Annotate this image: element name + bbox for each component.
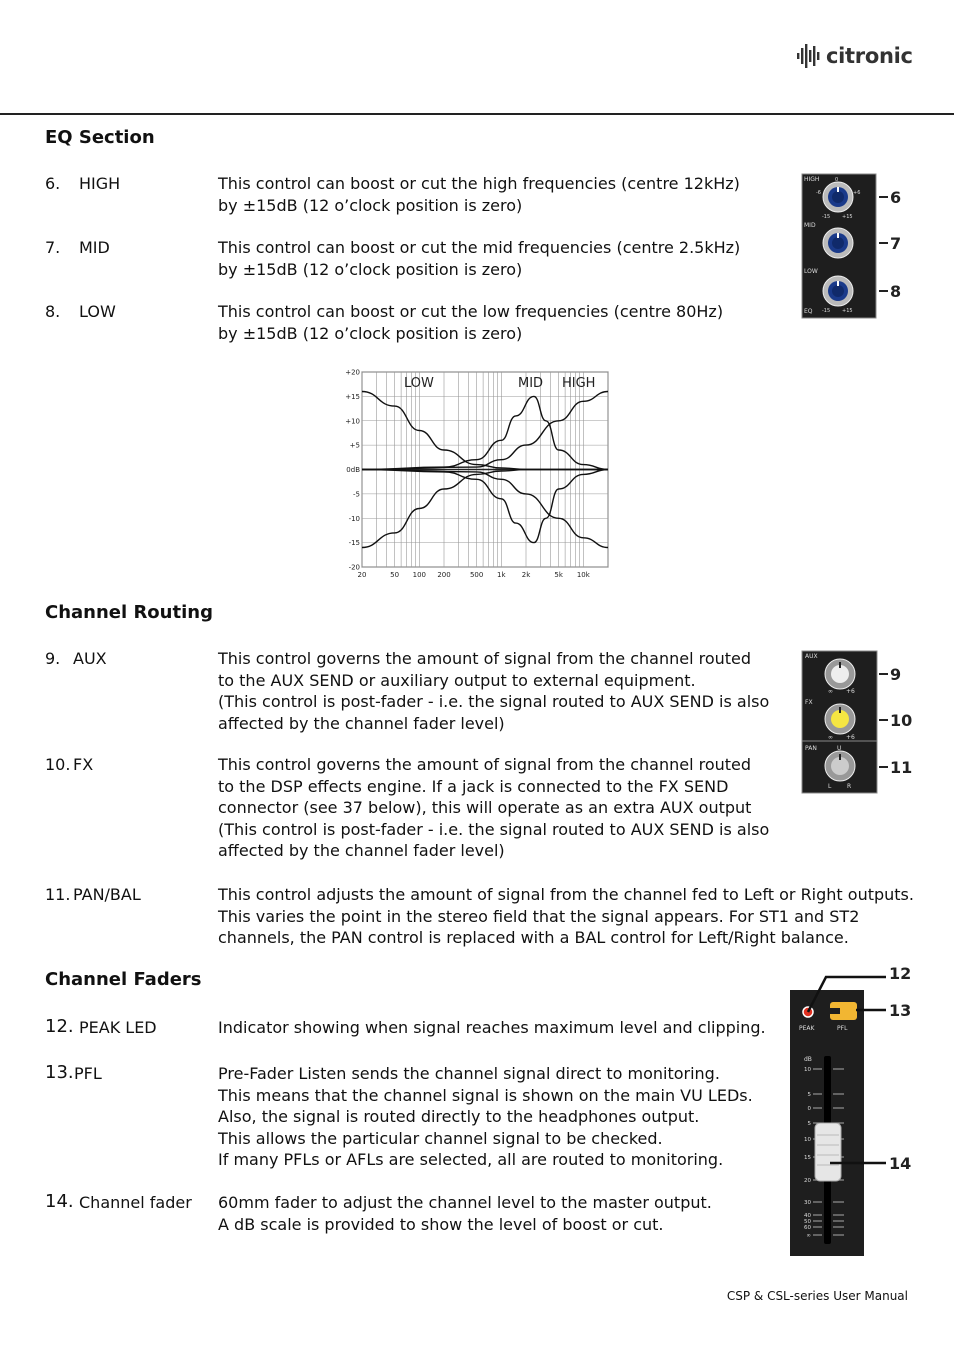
db-label: dB (804, 1056, 812, 1063)
fader-scale-label: 15 (804, 1155, 811, 1161)
fader-scale-label: 40 (804, 1213, 811, 1219)
item-description (218, 301, 723, 344)
desc-line: This control governs the amount of signal from the channel routed (218, 649, 752, 668)
item-label: AUX (73, 649, 107, 668)
item-label: MID (79, 238, 110, 257)
fader-scale-label: 0 (807, 1106, 811, 1112)
pfl-button-icon (830, 1002, 857, 1020)
x-tick-label: 2k (521, 571, 531, 579)
callout-8: 8 (890, 282, 902, 301)
desc-line: (This control is post-fader - i.e. the signal routed to AUX SEND is also (218, 819, 770, 839)
desc-line: 60mm fader to adjust the channel level to the master output. (218, 1193, 712, 1212)
x-tick-label: 50 (390, 571, 400, 579)
fader-scale-label: 60 (804, 1225, 811, 1231)
fader-scale-label: 10 (804, 1067, 811, 1073)
y-tick-label: -5 (353, 490, 360, 499)
callout-9: 9 (890, 665, 902, 684)
fader-scale-label: 20 (804, 1178, 811, 1184)
chart-x-ticks (358, 571, 591, 579)
y-tick-label: -20 (348, 563, 360, 572)
fader-panel-illustration (786, 960, 926, 1260)
desc-line: This control can boost or cut the high frequencies (centre 12kHz) (218, 174, 740, 193)
scale-u: U (837, 745, 842, 752)
band-label-mid: MID (518, 376, 544, 391)
callout-6: 6 (890, 188, 902, 207)
desc-line: This means that the channel signal is shown on the main VU LEDs. (218, 1085, 753, 1105)
desc-line: by ±15dB (12 o’clock position is zero) (218, 259, 523, 279)
scale-plus6: +6 (853, 190, 861, 196)
eq-response-chart (336, 366, 616, 581)
y-tick-label: -15 (348, 539, 360, 548)
item-number: 14. (45, 1191, 74, 1212)
header-rule (0, 113, 954, 115)
item-description (218, 173, 740, 216)
desc-line: channels, the PAN control is replaced with a BAL control for Left/Right balance. (218, 928, 849, 947)
desc-line: to the AUX SEND or auxiliary output to external equipment. (218, 670, 696, 690)
pfl-label: PFL (837, 1025, 848, 1032)
y-tick-label: +10 (345, 417, 360, 426)
item-number: 7. (45, 238, 61, 257)
item-number: 9. (45, 649, 61, 668)
fader-scale-label: 30 (804, 1200, 811, 1206)
x-tick-label: 5k (554, 571, 563, 579)
chart-y-ticks (345, 369, 360, 572)
fader-cap (815, 1123, 841, 1181)
panel-label-mid: MID (804, 222, 816, 229)
item-number: 10. (45, 755, 71, 774)
item-number: 6. (45, 174, 61, 193)
x-tick-label: 500 (469, 571, 484, 579)
x-tick-label: 200 (437, 571, 451, 579)
item-description (218, 1063, 753, 1171)
aux-knob (825, 659, 855, 689)
desc-line: Pre-Fader Listen sends the channel signal direct to monitoring. (218, 1064, 720, 1083)
brand-name: citronic (826, 44, 913, 68)
item-label: HIGH (79, 174, 121, 193)
item-description (218, 1017, 766, 1039)
panel-label-high: HIGH (804, 176, 820, 183)
eq-knob-mid (823, 228, 853, 258)
item-description (218, 754, 769, 862)
panel-label-low: LOW (804, 268, 818, 275)
item-number: 12. (45, 1016, 74, 1037)
scale-plus15: +15 (842, 308, 853, 314)
item-number: 8. (45, 302, 61, 321)
desc-line: If many PFLs or AFLs are selected, all are routed to monitoring. (218, 1150, 724, 1169)
item-number: 11. (45, 885, 71, 904)
item-description (218, 884, 914, 949)
eq-knob-panel-illustration (800, 172, 910, 320)
panel-label-pan: PAN (805, 745, 817, 752)
item-description (218, 648, 769, 734)
y-tick-label: 0dB (346, 466, 360, 474)
scale-minus6: -6 (816, 190, 821, 196)
item-description (218, 1192, 712, 1235)
desc-line: A dB scale is provided to show the level of boost or cut. (218, 1214, 664, 1234)
item-label: PFL (74, 1064, 102, 1083)
item-label: FX (73, 755, 94, 774)
desc-line: by ±15dB (12 o’clock position is zero) (218, 195, 523, 215)
desc-line: Indicator showing when signal reaches maximum level and clipping. (218, 1018, 766, 1037)
callout-12: 12 (889, 964, 912, 983)
item-description (218, 237, 740, 280)
brand-logo (796, 42, 913, 70)
item-label: PEAK LED (79, 1018, 157, 1037)
fader-scale-label: 5 (807, 1121, 811, 1127)
fader-scale-label: 5 (807, 1092, 811, 1098)
x-tick-label: 1k (497, 571, 506, 579)
scale-minus15: -15 (822, 308, 831, 314)
faders-section-title: Channel Faders (45, 969, 202, 990)
callout-7: 7 (890, 234, 902, 253)
desc-line: Also, the signal is routed directly to the headphones output. (218, 1107, 700, 1126)
fx-knob (825, 704, 855, 734)
item-label: LOW (79, 302, 116, 321)
callout-13: 13 (889, 1001, 912, 1020)
scale-inf: ∞ (828, 734, 833, 741)
desc-line: connector (see 37 below), this will operate as an extra AUX output (218, 798, 752, 817)
y-tick-label: +15 (345, 392, 360, 401)
eq-knob-low (823, 276, 853, 306)
scale-plus6: +6 (846, 688, 855, 695)
y-tick-label: -10 (348, 514, 360, 523)
scale-plus6: +6 (846, 734, 855, 741)
x-tick-label: 100 (412, 571, 427, 579)
pan-knob (825, 751, 855, 781)
panel-label-fx: FX (805, 699, 813, 706)
desc-line: This allows the particular channel signal to be checked. (218, 1128, 663, 1148)
panel-label-aux: AUX (805, 653, 818, 660)
routing-knob-panel-illustration (800, 649, 920, 795)
panel-label-eq: EQ (804, 308, 813, 315)
desc-line: by ±15dB (12 o’clock position is zero) (218, 323, 523, 343)
x-tick-label: 10k (576, 571, 590, 579)
desc-line: affected by the channel fader level) (218, 713, 505, 733)
callout-14: 14 (889, 1154, 912, 1173)
eq-section-title: EQ Section (45, 127, 155, 148)
item-label: Channel fader (79, 1193, 192, 1212)
eq-knob-high (823, 182, 853, 212)
scale-zero: 0 (835, 177, 839, 183)
waveform-logo-icon (796, 43, 822, 69)
scale-l: L (828, 783, 832, 790)
fader-scale-label: ∞ (806, 1233, 811, 1239)
callout-11: 11 (890, 758, 913, 777)
y-tick-label: +5 (349, 441, 360, 450)
desc-line: affected by the channel fader level) (218, 841, 505, 860)
routing-section-title: Channel Routing (45, 602, 213, 623)
desc-line: This varies the point in the stereo field that the signal appears. For ST1 and ST2 (218, 906, 860, 926)
scale-inf: ∞ (828, 688, 833, 695)
peak-label: PEAK (799, 1025, 815, 1032)
scale-r: R (847, 783, 852, 790)
y-tick-label: +20 (345, 368, 360, 377)
callout-10: 10 (890, 711, 913, 730)
desc-line: (This control is post-fader - i.e. the signal routed to AUX SEND is also (218, 692, 770, 711)
scale-plus15: +15 (842, 214, 853, 220)
desc-line: This control governs the amount of signal from the channel routed (218, 755, 752, 774)
desc-line: to the DSP effects engine. If a jack is connected to the FX SEND (218, 776, 729, 796)
desc-line: This control adjusts the amount of signal from the channel fed to Left or Right outputs. (218, 885, 914, 904)
fader-scale-label: 10 (804, 1137, 811, 1143)
x-tick-label: 20 (357, 571, 367, 579)
desc-line: This control can boost or cut the mid frequencies (centre 2.5kHz) (218, 238, 741, 257)
desc-line: This control can boost or cut the low frequencies (centre 80Hz) (218, 302, 724, 321)
band-label-low: LOW (404, 376, 434, 391)
footer-text: CSP & CSL-series User Manual (726, 1289, 908, 1303)
band-label-high: HIGH (562, 376, 596, 391)
scale-minus15: -15 (822, 214, 831, 220)
item-number: 13. (45, 1062, 74, 1083)
fader-scale-label: 50 (804, 1219, 811, 1225)
item-label: PAN/BAL (73, 885, 141, 904)
